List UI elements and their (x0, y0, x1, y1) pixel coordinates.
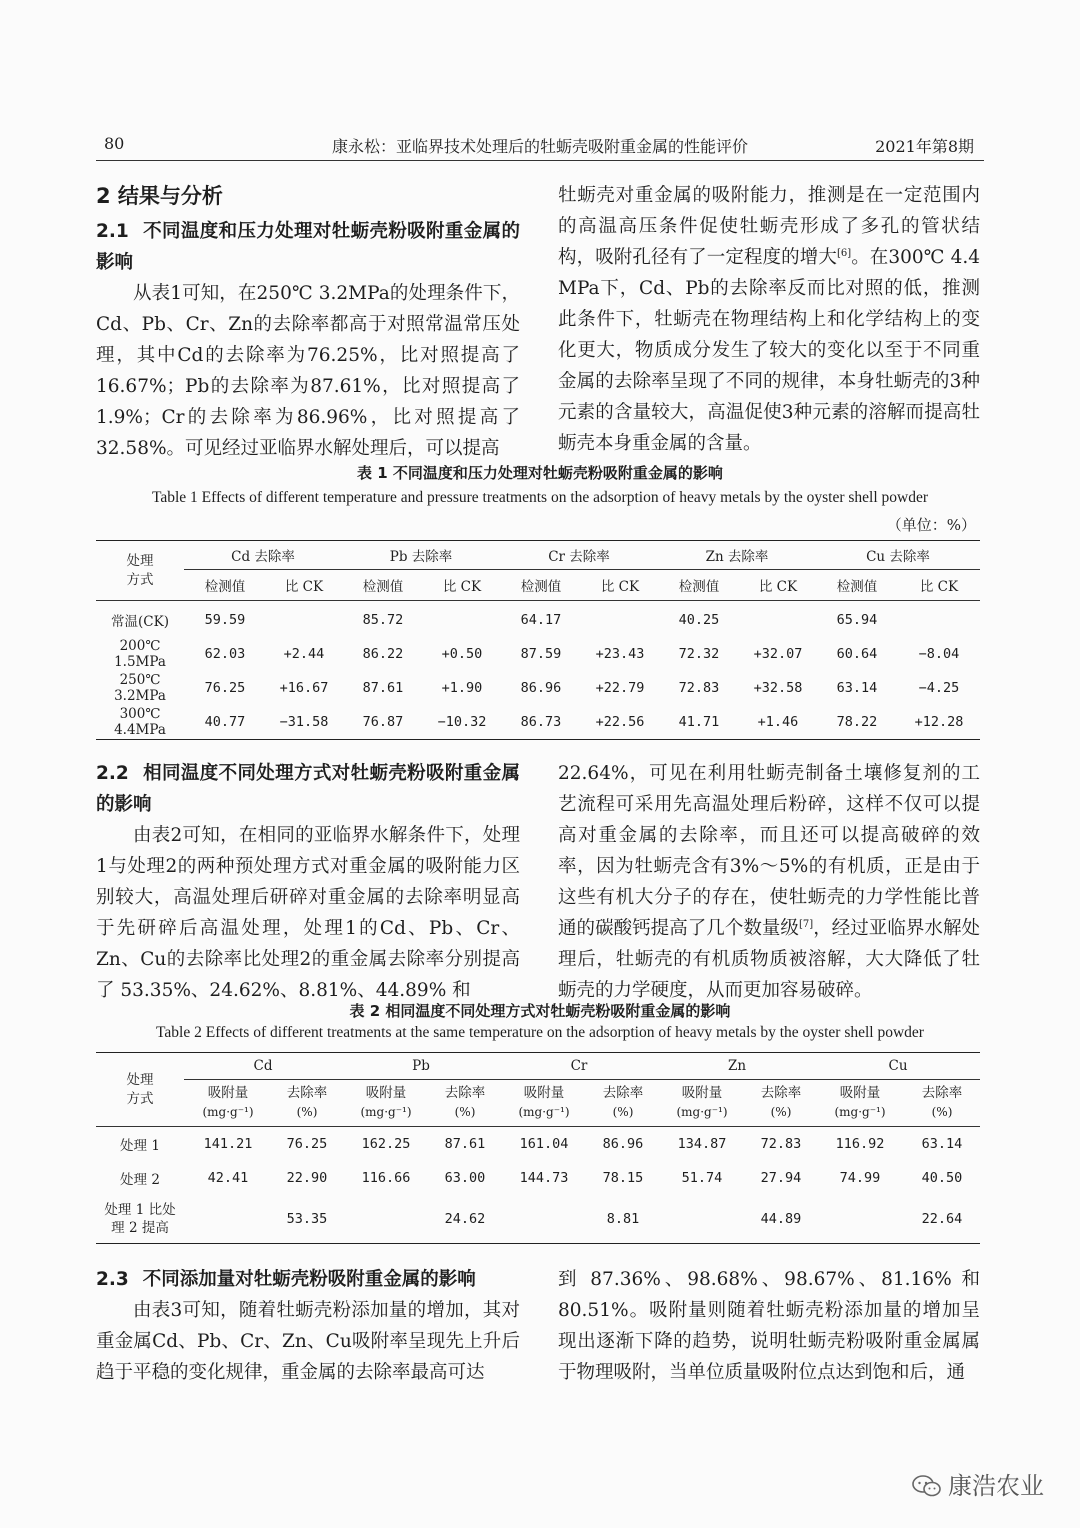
table-2-row-label: 处理 1 (120, 1138, 160, 1154)
table-1-cell (740, 601, 816, 638)
table-1-subheader: 检测值 (342, 570, 424, 601)
table-2-caption-en: Table 2 Effects of different treatments at the same temperature on the adsorption of heavy metals by the oyster shell powder (156, 1024, 924, 1041)
table-2-cell: 76.25 (286, 1136, 328, 1152)
table-1-row (96, 637, 980, 671)
table-2-subheader: 去除率 (%) (588, 1080, 658, 1127)
table-1-cell: 72.83 (678, 680, 720, 696)
table-1-header-method: 处理 方式 (96, 541, 184, 601)
reference-7: [7] (798, 918, 814, 930)
table-1-cell: +32.07 (753, 646, 803, 662)
table-1-subheader: 检测值 (658, 570, 740, 601)
table-1-cell: 86.73 (520, 714, 562, 730)
table-1-cell: 60.64 (836, 646, 878, 662)
table-2-row (96, 1161, 980, 1195)
page-number: 80 (104, 134, 125, 153)
table-1-cell: −31.58 (279, 714, 329, 730)
section-2-1-paragraph-2: 牡蛎壳对重金属的吸附能力，推测是在一定范围内的高温高压条件促使牡蛎壳形成了多孔的管状结构，吸附孔径有了一定程度的增大[6]。在300℃ 4.4 MPa下，Cd、Pb的去除率反而比对照的低，推测此条件下，牡蛎壳在物理结构上和化学结构上的变化更大，物质成分发生了较大的变化以至于不同重金属的去除率呈现了不同的规律，本身牡蛎壳的3种元素的含量较大，高温促使3种元素的溶解而提高牡蛎壳本身重金属的含量。 (558, 185, 980, 454)
table-2-cell (342, 1195, 430, 1244)
table-2-cell: 72.83 (760, 1136, 802, 1152)
table-1-cell: 72.32 (678, 646, 720, 662)
table-1-header-cu: Cu 去除率 (816, 541, 980, 570)
table-1-cell: −8.04 (918, 646, 960, 662)
right-column-top (558, 180, 980, 459)
table-1-subheader: 比 CK (582, 570, 658, 601)
table-1-subheader: 检测值 (816, 570, 898, 601)
table-1-caption-zh: 表 1 不同温度和压力处理对牡蛎壳粉吸附重金属的影响 (357, 464, 723, 482)
section-2-title: 2 结果与分析 (96, 184, 223, 208)
table-1-subheader: 比 CK (424, 570, 500, 601)
table-2-cell: 162.25 (361, 1136, 411, 1152)
table-2-cell: 78.15 (602, 1170, 644, 1186)
table-2-cell: 63.00 (444, 1170, 486, 1186)
table-2-cell: 161.04 (519, 1136, 569, 1152)
table-2-cell: 87.61 (444, 1136, 486, 1152)
table-1-row-label: 常温(CK) (111, 614, 169, 630)
table-1-row (96, 601, 980, 638)
table-1-subheader: 检测值 (500, 570, 582, 601)
table-1-cell: 87.61 (362, 680, 404, 696)
table-1-subheader: 比 CK (898, 570, 980, 601)
table-1-cell (424, 601, 500, 638)
table-2-cell (658, 1195, 746, 1244)
table-1-cell: +2.44 (283, 646, 325, 662)
section-2-2-heading: 2.2 相同温度不同处理方式对牡蛎壳粉吸附重金属的影响 (96, 763, 520, 815)
table-1-cell: +32.58 (753, 680, 803, 696)
table-1-cell: 86.96 (520, 680, 562, 696)
table-1-cell: +0.50 (441, 646, 483, 662)
table-2-cell: 8.81 (606, 1211, 640, 1227)
table-1-header-pb: Pb 去除率 (342, 541, 500, 570)
issue-label: 2021年第8期 (875, 137, 974, 156)
table-2-caption-zh: 表 2 相同温度不同处理方式对牡蛎壳粉吸附重金属的影响 (349, 1002, 731, 1020)
table-1-cell: +1.90 (441, 680, 483, 696)
table-1-subheader: 比 CK (740, 570, 816, 601)
table-1-header-cd: Cd 去除率 (184, 541, 342, 570)
table-2-row-label: 处理 2 (120, 1172, 160, 1188)
table-1-header-cr: Cr 去除率 (500, 541, 658, 570)
table-1-cell: 87.59 (520, 646, 562, 662)
table-2-header-cd: Cd (184, 1053, 342, 1080)
table-1-cell (582, 601, 658, 638)
reference-6: [6] (836, 247, 852, 259)
table-2-cell: 116.92 (835, 1136, 885, 1152)
section-2-3-paragraph-2: 到 87.36%、98.68%、98.67%、81.16% 和 80.51%。吸附量则随着牡蛎壳粉添加量的增加呈现出逐渐下降的趋势，说明牡蛎壳粉吸附重金属属于物理吸附，当单位质量吸附位点达到饱和后，通 (558, 1269, 980, 1383)
table-1-cell: 86.22 (362, 646, 404, 662)
table-1-header-zn: Zn 去除率 (658, 541, 816, 570)
table-2-cell: 86.96 (602, 1136, 644, 1152)
table-2-header-zn: Zn (658, 1053, 816, 1080)
table-1-row-label: 200℃ 1.5MPa (114, 638, 166, 670)
table-1-unit: （单位：%） (886, 516, 976, 534)
table-1-cell: 62.03 (204, 646, 246, 662)
table-1-row (96, 705, 980, 740)
table-2-cell: 44.89 (760, 1211, 802, 1227)
table-1-cell: 85.72 (362, 612, 404, 628)
table-1-cell: +16.67 (279, 680, 329, 696)
table-1-row-label: 250℃ 3.2MPa (114, 672, 166, 704)
right-column-middle (558, 758, 980, 1006)
table-1-subheader: 比 CK (266, 570, 342, 601)
table-2-cell (500, 1195, 588, 1244)
table-1-cell: 41.71 (678, 714, 720, 730)
table-2-row-label: 处理 1 比处 理 2 提高 (104, 1202, 176, 1236)
table-2-header-cr: Cr (500, 1053, 658, 1080)
table-2-subheader: 去除率 (%) (746, 1080, 816, 1127)
table-1-cell: 40.25 (678, 612, 720, 628)
section-2-1-paragraph-1: 从表1可知，在250℃ 3.2MPa的处理条件下，Cd、Pb、Cr、Zn的去除率都高于对照常温常压处理，其中Cd的去除率为76.25%，比对照提高了16.67%；Pb的去除率为87.61%，比对照提高了1.9%；Cr的去除率为86.96%，比对照提高了32.58%。可见经过亚临界水解处理后，可以提高 (96, 283, 520, 459)
section-2-2-paragraph-1: 由表2可知，在相同的亚临界水解条件下，处理1与处理2的两种预处理方式对重金属的吸附能力区别较大，高温处理后研碎对重金属的去除率明显高于先研碎后高温处理，处理1的Cd、Pb、Cr、Zn、Cu的去除率比处理2的重金属去除率分别提高了 53.35%、24.62%、8.81%、44.89% 和 (96, 825, 520, 1001)
table-1-cell: 78.22 (836, 714, 878, 730)
table-2-cell (816, 1195, 904, 1244)
table-2-subheader: 吸附量 (mg·g⁻¹) (816, 1080, 904, 1127)
table-2-row (96, 1127, 980, 1162)
table-2-subheader: 吸附量 (mg·g⁻¹) (500, 1080, 588, 1127)
right-column-bottom (558, 1264, 980, 1388)
table-2-cell: 74.99 (839, 1170, 881, 1186)
table-2-subheader: 吸附量 (mg·g⁻¹) (184, 1080, 272, 1127)
table-1-cell: 76.87 (362, 714, 404, 730)
table-2-cell: 42.41 (207, 1170, 249, 1186)
table-1-cell: 76.25 (204, 680, 246, 696)
table-2-cell (184, 1195, 272, 1244)
table-1-cell: 65.94 (836, 612, 878, 628)
table-1-subheader: 检测值 (184, 570, 266, 601)
section-2-3-paragraph-1: 由表3可知，随着牡蛎壳粉添加量的增加，其对重金属Cd、Pb、Cr、Zn、Cu吸附率呈现先上升后趋于平稳的变化规律，重金属的去除率最高可达 (96, 1300, 520, 1383)
table-2-row (96, 1195, 980, 1244)
table-1-cell: +12.28 (914, 714, 964, 730)
section-2-2-paragraph-2: 22.64%，可见在利用牡蛎壳制备土壤修复剂的工艺流程可采用先高温处理后粉碎，这样不仅可以提高对重金属的去除率，而且还可以提高破碎的效率，因为牡蛎壳含有3%～5%的有机质，正是由于这些有机大分子的存在，使牡蛎壳的力学性能比普通的碳酸钙提高了几个数量级[7]，经过亚临界水解处理后，牡蛎壳的有机质物质被溶解，大大降低了牡蛎壳的力学硬度，从而更加容易破碎。 (558, 763, 980, 1001)
table-2-subheader: 去除率 (%) (430, 1080, 500, 1127)
section-2-1-heading: 2.1 不同温度和压力处理对牡蛎壳粉吸附重金属的影响 (96, 221, 520, 273)
table-1 (96, 540, 980, 740)
wechat-icon (912, 1475, 942, 1497)
table-1-cell: 40.77 (204, 714, 246, 730)
table-1-cell: +22.79 (595, 680, 645, 696)
table-2-cell: 53.35 (286, 1211, 328, 1227)
table-1-cell (266, 601, 342, 638)
table-2-cell: 40.50 (921, 1170, 963, 1186)
table-1-cell: +1.46 (757, 714, 799, 730)
left-column-bottom (96, 1264, 520, 1388)
table-2-cell: 144.73 (519, 1170, 569, 1186)
table-1-cell: 63.14 (836, 680, 878, 696)
table-2-cell: 63.14 (921, 1136, 963, 1152)
table-1-cell: +22.56 (595, 714, 645, 730)
table-2-header-cu: Cu (816, 1053, 980, 1080)
table-2-cell: 22.90 (286, 1170, 328, 1186)
table-1-cell: 64.17 (520, 612, 562, 628)
table-2-subheader: 去除率 (%) (904, 1080, 980, 1127)
left-column-middle (96, 758, 520, 1006)
table-1-cell: +23.43 (595, 646, 645, 662)
section-2-3-heading: 2.3 不同添加量对牡蛎壳粉吸附重金属的影响 (96, 1269, 476, 1290)
table-1-cell (898, 601, 980, 638)
table-2-cell: 27.94 (760, 1170, 802, 1186)
running-title: 康永松：亚临界技术处理后的牡蛎壳吸附重金属的性能评价 (331, 137, 748, 156)
table-2-subheader: 吸附量 (mg·g⁻¹) (342, 1080, 430, 1127)
watermark: 康浩农业 (912, 1466, 1044, 1501)
table-1-row-label: 300℃ 4.4MPa (114, 706, 166, 738)
table-2-header-pb: Pb (342, 1053, 500, 1080)
table-2 (96, 1052, 980, 1244)
table-2-subheader: 吸附量 (mg·g⁻¹) (658, 1080, 746, 1127)
table-1-caption-en: Table 1 Effects of different temperature and pressure treatments on the adsorption of heavy metals by the oyster shell powder (151, 489, 929, 506)
table-2-subheader: 去除率 (%) (272, 1080, 342, 1127)
running-header (96, 134, 984, 161)
table-2-cell: 22.64 (921, 1211, 963, 1227)
table-2-cell: 134.87 (677, 1136, 727, 1152)
table-2-header-method: 处理 方式 (96, 1053, 184, 1127)
table-2-cell: 141.21 (203, 1136, 253, 1152)
left-column-top (96, 178, 520, 464)
table-1-cell: 59.59 (204, 612, 246, 628)
table-1-cell: −4.25 (918, 680, 960, 696)
table-1-cell: −10.32 (437, 714, 487, 730)
table-2-cell: 116.66 (361, 1170, 411, 1186)
table-2-cell: 51.74 (681, 1170, 723, 1186)
table-2-cell: 24.62 (444, 1211, 486, 1227)
table-1-row (96, 671, 980, 705)
